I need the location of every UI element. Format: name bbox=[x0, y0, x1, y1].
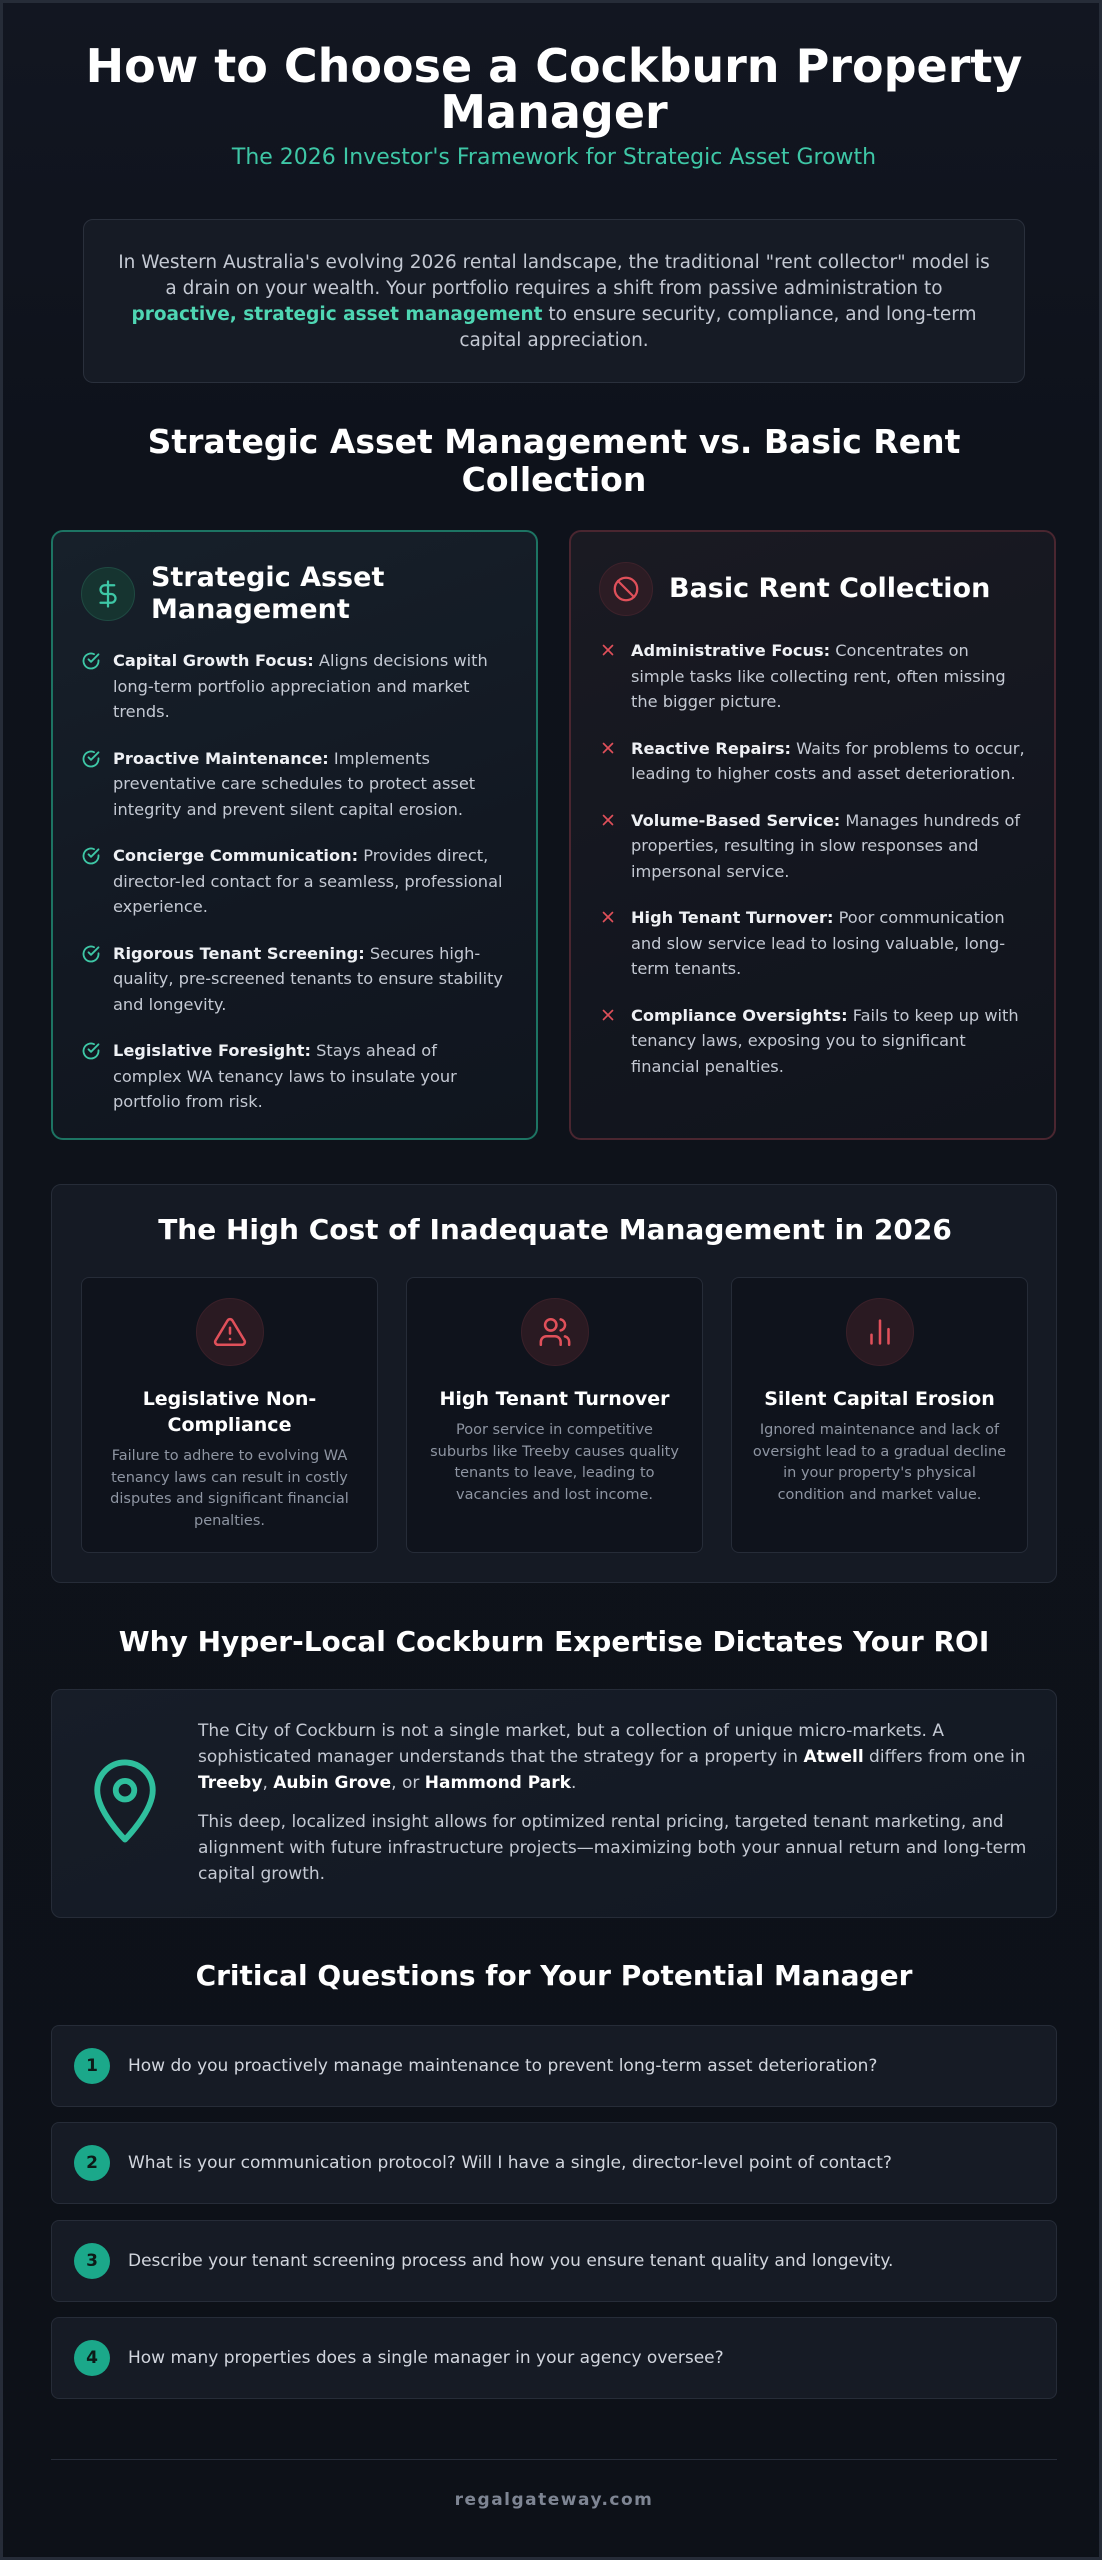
list-item-text bbox=[631, 736, 1026, 787]
list-item-text bbox=[113, 1038, 508, 1115]
suburb-aubin-grove: Aubin Grove bbox=[273, 1773, 392, 1793]
strategic-header bbox=[81, 562, 508, 626]
cost-card-title: Silent Capital Erosion bbox=[764, 1388, 995, 1410]
strategic-list-item bbox=[81, 1038, 508, 1115]
question-text: How many properties does a single manager in your agency oversee? bbox=[128, 2348, 724, 2368]
list-item-label: Capital Growth Focus: bbox=[113, 651, 314, 670]
check-circle-icon bbox=[81, 1038, 113, 1115]
question-number: 1 bbox=[74, 2048, 110, 2084]
list-item-label: Administrative Focus: bbox=[631, 641, 831, 660]
footer-brand: regalgateway.com bbox=[454, 2490, 654, 2510]
question-text: How do you proactively manage maintenance to prevent long-term asset deterioration? bbox=[128, 2056, 878, 2076]
users-icon bbox=[521, 1298, 589, 1366]
local-text-b: differs from one in bbox=[863, 1747, 1026, 1767]
list-item-description: Aligns decisions with long-term portfolio appreciation and market trends. bbox=[113, 651, 488, 721]
footer-divider bbox=[51, 2459, 1057, 2460]
strategic-list-item bbox=[81, 941, 508, 1018]
list-item-text bbox=[631, 1003, 1026, 1080]
list-item-text bbox=[631, 808, 1026, 885]
question-item bbox=[51, 2220, 1057, 2302]
list-item-label: High Tenant Turnover: bbox=[631, 908, 834, 927]
list-item-label: Proactive Maintenance: bbox=[113, 748, 329, 768]
question-text: What is your communication protocol? Will I have a single, director-level point of contact? bbox=[128, 2153, 892, 2173]
cost-card-text: Poor service in competitive suburbs like Treeby causes quality tenants to leave, leading to vacancies and lost income. bbox=[430, 1422, 679, 1503]
local-paragraph-1 bbox=[198, 1718, 1028, 1796]
basic-list-item bbox=[599, 1003, 1026, 1080]
basic-list-item bbox=[599, 638, 1026, 715]
strategic-list-item bbox=[81, 843, 508, 920]
list-item-text bbox=[113, 941, 508, 1018]
question-item bbox=[51, 2122, 1057, 2204]
intro-panel bbox=[83, 219, 1025, 383]
list-item-description: Provides direct, director-led contact for a seamless, professional experience. bbox=[113, 846, 503, 916]
list-item-label: Reactive Repairs: bbox=[631, 738, 792, 758]
question-number: 2 bbox=[74, 2145, 110, 2181]
list-item-label: Concierge Communication: bbox=[113, 846, 359, 865]
x-icon bbox=[599, 736, 631, 787]
local-text bbox=[198, 1718, 1028, 1900]
ban-icon bbox=[599, 562, 653, 616]
cost-panel bbox=[51, 1184, 1057, 1583]
question-item bbox=[51, 2025, 1057, 2107]
x-icon bbox=[599, 638, 631, 715]
bar-chart-icon bbox=[846, 1298, 914, 1366]
list-item-description: Secures high-quality, pre-screened tenants to ensure stability and longevity. bbox=[113, 943, 504, 1014]
local-panel bbox=[51, 1689, 1057, 1918]
strategic-column bbox=[51, 530, 538, 1140]
page-subtitle: The 2026 Investor's Framework for Strategic Asset Growth bbox=[231, 145, 877, 170]
question-text: Describe your tenant screening process and how you ensure tenant quality and longevity. bbox=[128, 2251, 894, 2271]
local-end: . bbox=[570, 1773, 577, 1793]
basic-list-item bbox=[599, 808, 1026, 885]
list-item-description: Manages hundreds of properties, resulting in slow responses and impersonal service. bbox=[631, 810, 1021, 881]
dollar-icon bbox=[81, 567, 135, 621]
cost-card-text: Ignored maintenance and lack of oversight lead to a gradual decline in your property's physical condition and market value. bbox=[752, 1422, 1007, 1503]
strategic-list-item bbox=[81, 746, 508, 823]
list-item-text bbox=[631, 638, 1026, 715]
questions-title: Critical Questions for Your Potential Manager bbox=[195, 1959, 913, 1992]
check-circle-icon bbox=[81, 746, 113, 823]
local-paragraph-2: This deep, localized insight allows for optimized rental pricing, targeted tenant marketing, and alignment with future infrastructure projects—maximizing both your annual return and long-term capital growth. bbox=[198, 1812, 1027, 1884]
list-item-description: Concentrates on simple tasks like collecting rent, often missing the bigger picture. bbox=[631, 641, 1006, 711]
local-text-a: The City of Cockburn is not a single market, but a collection of unique micro-markets. A sophisticated manager understands that the strategy for a property in bbox=[198, 1721, 944, 1767]
check-circle-icon bbox=[81, 941, 113, 1018]
list-item-text bbox=[113, 746, 508, 823]
list-item-description: Implements preventative care schedules to protect asset integrity and prevent silent capital erosion. bbox=[113, 748, 476, 819]
check-circle-icon bbox=[81, 843, 113, 920]
x-icon bbox=[599, 1003, 631, 1080]
warning-triangle-icon bbox=[196, 1298, 264, 1366]
basic-header bbox=[599, 562, 1026, 616]
x-icon bbox=[599, 905, 631, 982]
list-item-label: Rigorous Tenant Screening: bbox=[113, 943, 365, 963]
suburb-treeby: Treeby bbox=[198, 1773, 263, 1793]
local-title: Why Hyper-Local Cockburn Expertise Dictates Your ROI bbox=[118, 1625, 990, 1658]
list-item-description: Poor communication and slow service lead to losing valuable, long-term tenants. bbox=[631, 908, 1006, 978]
suburb-atwell: Atwell bbox=[803, 1747, 864, 1767]
question-number: 4 bbox=[74, 2340, 110, 2376]
intro-highlight: proactive, strategic asset management bbox=[131, 304, 543, 325]
local-sep: , or bbox=[391, 1773, 425, 1793]
comparison-title: Strategic Asset Management vs. Basic Rent Collection bbox=[147, 422, 961, 499]
intro-text-end: to ensure security, compliance, and long-term capital appreciation. bbox=[459, 304, 977, 351]
basic-column bbox=[569, 530, 1056, 1140]
local-sep: , bbox=[262, 1773, 274, 1793]
list-item-text bbox=[113, 648, 508, 725]
cost-card-erosion bbox=[731, 1277, 1028, 1553]
cost-title: The High Cost of Inadequate Management in 2026 bbox=[158, 1213, 952, 1246]
map-pin-icon bbox=[88, 1756, 162, 1850]
strategic-title: Strategic Asset Management bbox=[151, 562, 385, 625]
question-item bbox=[51, 2317, 1057, 2399]
cost-card-title: Legislative Non-Compliance bbox=[142, 1388, 317, 1436]
intro-text: In Western Australia's evolving 2026 rental landscape, the traditional "rent collector" model is a drain on your wealth. Your portfolio requires a shift from passive administration to bbox=[118, 252, 990, 299]
strategic-list-item bbox=[81, 648, 508, 725]
x-icon bbox=[599, 808, 631, 885]
basic-list-item bbox=[599, 736, 1026, 787]
strategic-list bbox=[81, 648, 508, 1115]
basic-list-item bbox=[599, 905, 1026, 982]
basic-list bbox=[599, 638, 1026, 1079]
list-item-label: Compliance Oversights: bbox=[631, 1005, 848, 1025]
check-circle-icon bbox=[81, 648, 113, 725]
list-item-label: Legislative Foresight: bbox=[113, 1041, 311, 1060]
list-item-description: Fails to keep up with tenancy laws, exposing you to significant financial penalties. bbox=[631, 1005, 1019, 1076]
list-item-text bbox=[631, 905, 1026, 982]
list-item-description: Stays ahead of complex WA tenancy laws to insulate your portfolio from risk. bbox=[113, 1041, 457, 1111]
question-number: 3 bbox=[74, 2243, 110, 2279]
cost-card-title: High Tenant Turnover bbox=[439, 1388, 670, 1410]
cost-card-turnover bbox=[406, 1277, 703, 1553]
cost-card-compliance bbox=[81, 1277, 378, 1553]
list-item-text bbox=[113, 843, 508, 920]
cost-card-text: Failure to adhere to evolving WA tenancy laws can result in costly disputes and significant financial penalties. bbox=[110, 1448, 349, 1529]
list-item-description: Waits for problems to occur, leading to higher costs and asset deterioration. bbox=[631, 738, 1025, 783]
page-title: How to Choose a Cockburn Property Manager bbox=[85, 39, 1023, 139]
suburb-hammond-park: Hammond Park bbox=[424, 1773, 571, 1793]
basic-title: Basic Rent Collection bbox=[669, 573, 991, 604]
list-item-label: Volume-Based Service: bbox=[631, 810, 841, 830]
